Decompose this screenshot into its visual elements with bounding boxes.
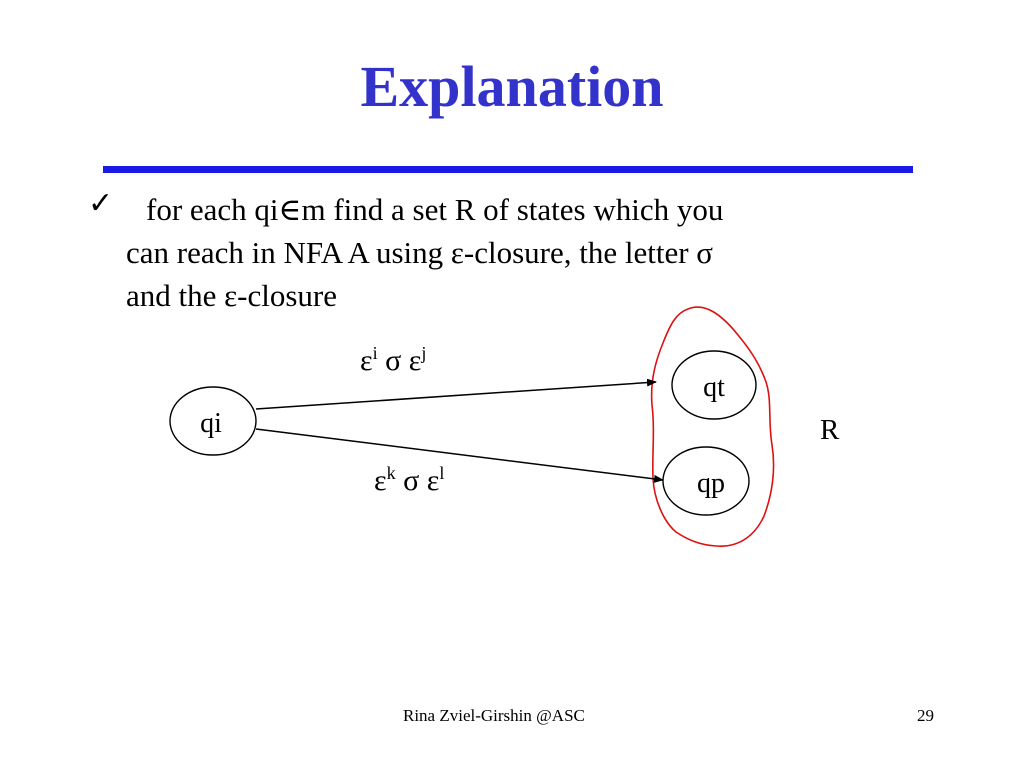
edge-lower-sigma: σ	[403, 464, 420, 497]
footer-page-number: 29	[917, 706, 934, 725]
edge-lower-epsilon-1: ε	[374, 464, 387, 497]
edge-upper-epsilon-2: ε	[408, 344, 422, 377]
state-qp-label: qp	[697, 468, 725, 499]
footer-author: Rina Zviel-Girshin @ASC	[403, 706, 585, 725]
edge-upper-exp-2: j	[421, 343, 427, 363]
set-r-label: R	[820, 414, 840, 446]
state-qi-label: qi	[200, 408, 222, 439]
edge-upper-sigma: σ	[385, 344, 402, 377]
edge-upper-label	[360, 343, 427, 377]
state-qt-label: qt	[703, 372, 725, 403]
bullet-line-1: for each qi∈m find a set R of states which you	[146, 192, 724, 227]
edge-lower-exp-1: k	[386, 463, 396, 483]
checkmark-bullet-icon: ✓	[88, 186, 114, 221]
edge-lower-epsilon-2: ε	[426, 464, 440, 497]
bullet-line-3: and the ε-closure	[126, 278, 337, 313]
bullet-line-2: can reach in NFA A using ε-closure, the letter σ	[126, 235, 714, 270]
slide-title: Explanation	[360, 54, 664, 119]
edge-upper-exp-1: i	[372, 343, 378, 363]
edge-qi-to-qt	[256, 382, 656, 409]
edge-lower-label	[374, 463, 445, 497]
edge-upper-epsilon-1: ε	[360, 344, 373, 377]
edge-lower-exp-2: l	[439, 463, 445, 483]
edge-qi-to-qp	[256, 429, 663, 480]
